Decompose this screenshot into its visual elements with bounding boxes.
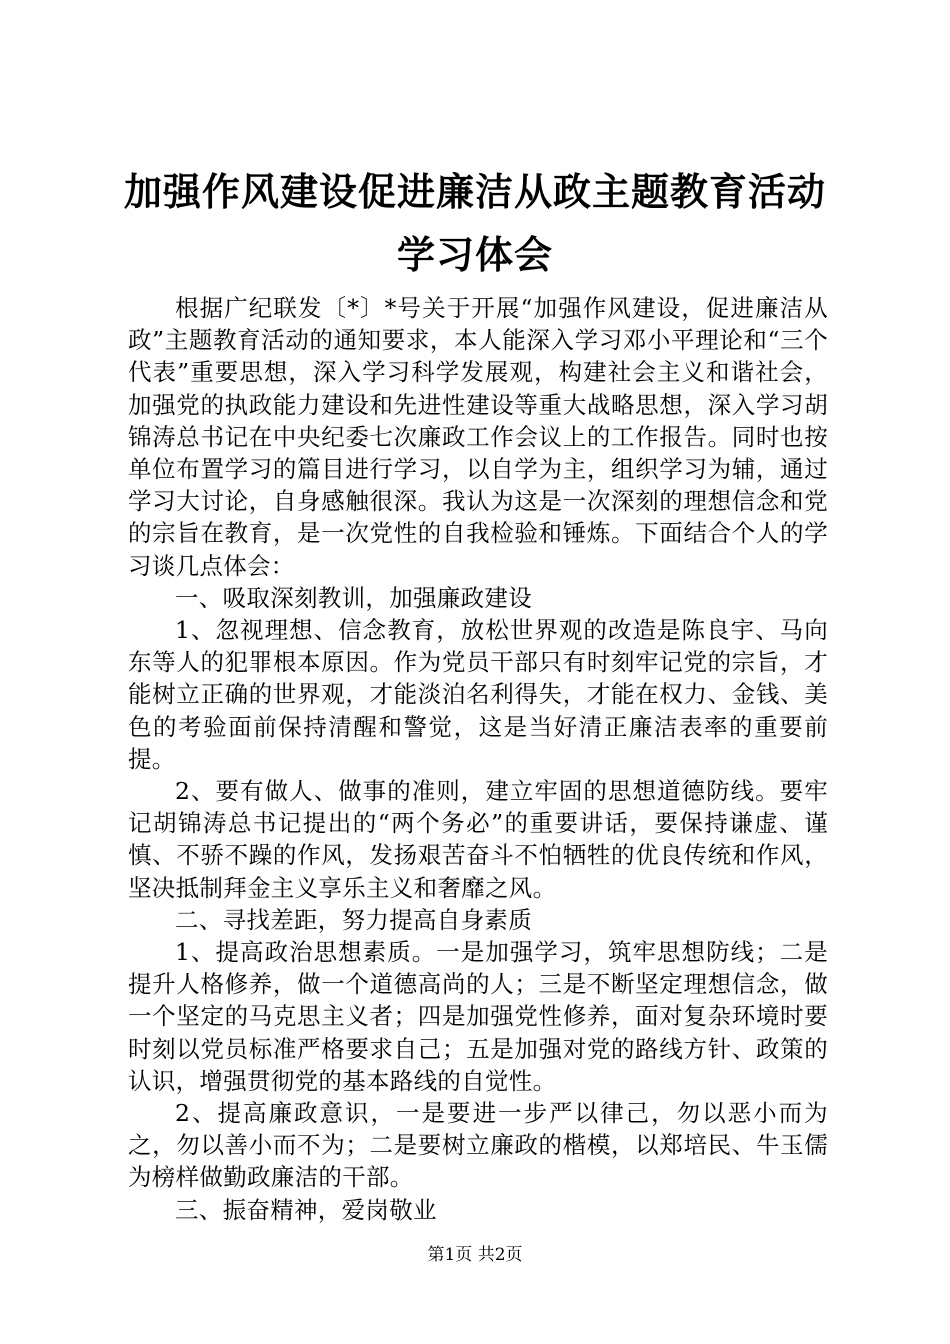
section-heading-2: 二、寻找差距，努力提高自身素质	[175, 905, 532, 934]
document-body	[128, 292, 828, 1226]
section-2-point-2: 2、提高廉政意识，一是要进一步严以律己，勿以恶小而为之，勿以善小而不为；二是要树立廉政的楷模，以郑培民、牛玉儒为榜样做勤政廉洁的干部。	[128, 1099, 828, 1192]
section-heading-1: 一、吸取深刻教训，加强廉政建设	[175, 583, 532, 612]
section-heading-3: 三、振奋精神，爱岗敬业	[175, 1195, 437, 1224]
section-1-point-1: 1、忽视理想、信念教育，放松世界观的改造是陈良宇、马向东等人的犯罪根本原因。作为党员干部只有时刻牢记党的宗旨，才能树立正确的世界观，才能淡泊名利得失，才能在权力、金钱、美色的考验面前保持清醒和警觉，这是当好清正廉洁表率的重要前提。	[128, 616, 828, 773]
intro-paragraph: 根据广纪联发〔*〕*号关于开展“加强作风建设，促进廉洁从政”主题教育活动的通知要求，本人能深入学习邓小平理论和“三个代表”重要思想，深入学习科学发展观，构建社会主义和谐社会，加强党的执政能力建设和先进性建设等重大战略思想，深入学习胡锦涛总书记在中央纪委七次廉政工作会议上的工作报告。同时也按单位布置学习的篇目进行学习，以自学为主，组织学习为辅，通过学习大讨论，自身感触很深。我认为这是一次深刻的理想信念和党的宗旨在教育，是一次党性的自我检验和锤炼。下面结合个人的学习谈几点体会：	[128, 294, 828, 580]
page-number-footer: 第1页 共2页	[427, 1245, 523, 1265]
section-1-point-2: 2、要有做人、做事的准则，建立牢固的思想道德防线。要牢记胡锦涛总书记提出的“两个务必”的重要讲话，要保持谦虚、谨慎、不骄不躁的作风，发扬艰苦奋斗不怕牺牲的优良传统和作风，坚决抵制拜金主义享乐主义和奢靡之风。	[128, 777, 828, 902]
section-2-point-1: 1、提高政治思想素质。一是加强学习，筑牢思想防线；二是提升人格修养，做一个道德高尚的人；三是不断坚定理想信念，做一个坚定的马克思主义者；四是加强党性修养，面对复杂环境时要时刻以党员标准严格要求自己；五是加强对党的路线方针、政策的认识，增强贯彻党的基本路线的自觉性。	[128, 938, 828, 1095]
document-title: 加强作风建设促进廉洁从政主题教育活动学习体会	[123, 169, 826, 277]
